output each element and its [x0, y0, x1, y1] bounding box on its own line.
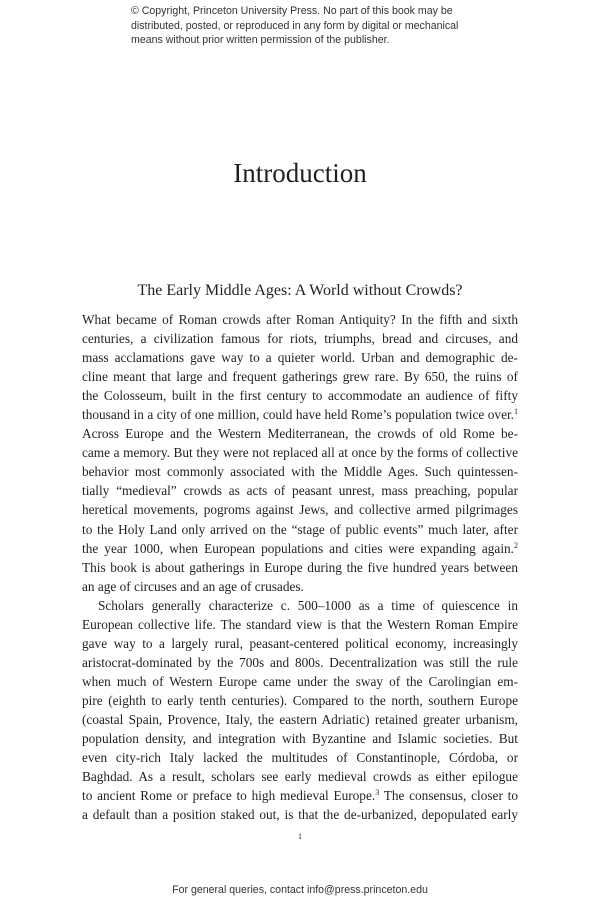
text-line: (coastal Spain, Provence, Italy, the eastern Adriatic) retained greater urbanism, [82, 711, 518, 727]
paragraph-2 [82, 596, 518, 825]
text-line [82, 539, 518, 558]
copyright-notice [131, 4, 491, 48]
text-line: centuries, a civilization famous for riots, triumphs, bread and circuses, and [82, 331, 518, 347]
text-line [82, 786, 518, 805]
copyright-line: means without prior written permission of the publisher. [131, 34, 390, 47]
text-line: population density, and integration with Byzantine and Islamic societies. But [82, 731, 518, 747]
text-line: Baghdad. As a result, scholars see early medieval crowds as either epilogue [82, 769, 518, 785]
footnote-marker[interactable]: 3 [375, 788, 380, 798]
text-line: cline meant that large and frequent gatherings grew rare. By 650, the ruins of [82, 369, 518, 385]
text-line: mass acclamations gave way to a quieter world. Urban and demographic de- [82, 350, 518, 366]
text-line: the Colosseum, built in the first century to accommodate an audience of fifty [82, 388, 518, 404]
text-line: aristocrat-dominated by the 700s and 800s. Decentralization was still the rule [82, 654, 518, 670]
text-segment: The consensus, closer to [379, 788, 518, 804]
text-line: pire (eighth to early tenth centuries). Compared to the north, southern Europe [82, 692, 518, 708]
text-segment: the year 1000, when European populations and cities were expanding again. [82, 540, 514, 556]
text-line [82, 405, 518, 424]
paragraph-1 [82, 310, 518, 596]
text-line: tially “medieval” crowds as acts of peasant unrest, mass preaching, popular [82, 483, 518, 499]
text-line: to the Holy Land only arrived on the “stage of public events” much later, after [82, 521, 518, 537]
text-line: a default than a position staked out, is that the de-urbanized, depopulated early [82, 807, 518, 823]
footnote-marker[interactable]: 1 [514, 407, 518, 417]
text-line: Scholars generally characterize c. 500–1000 as a time of quiescence in [98, 597, 518, 613]
body-text [82, 310, 518, 824]
text-line: an age of circuses and an age of crusades. [82, 578, 304, 594]
text-segment: thousand in a city of one million, could have held Rome’s population twice over. [82, 407, 514, 423]
chapter-title: Introduction [233, 158, 367, 188]
footer-contact: For general queries, contact info@press.princeton.edu [172, 884, 428, 896]
text-line: Across Europe and the Western Mediterranean, the crowds of old Rome be- [82, 426, 518, 442]
text-line: when much of Western Europe came under the sway of the Carolingian em- [82, 673, 518, 689]
text-line: gave way to a largely rural, peasant-centered political economy, increasingly [82, 635, 518, 651]
text-segment: to ancient Rome or preface to high medieval Europe. [82, 788, 376, 804]
text-line: heretical movements, pogroms against Jews, and collective armed pilgrimages [82, 502, 518, 518]
text-line: even city-rich Italy lacked the multitudes of Constantinople, Córdoba, or [82, 750, 518, 766]
text-line: European collective life. The standard view is that the Western Roman Empire [82, 616, 518, 632]
copyright-line: distributed, posted, or reproduced in any form by digital or mechanical [131, 19, 459, 32]
text-line: This book is about gatherings in Europe during the five hundred years between [82, 559, 518, 575]
text-line: behavior most commonly associated with the Middle Ages. Such quintessen- [82, 464, 518, 480]
section-title: The Early Middle Ages: A World without Crowds? [137, 282, 463, 299]
copyright-line: © Copyright, Princeton University Press. No part of this book may be [131, 5, 453, 17]
page-number: 1 [298, 832, 302, 841]
text-line: came a memory. But they were not replaced all at once by the forms of collective [82, 445, 518, 461]
footnote-marker[interactable]: 2 [514, 540, 518, 550]
text-line: What became of Roman crowds after Roman Antiquity? In the fifth and sixth [82, 312, 518, 327]
